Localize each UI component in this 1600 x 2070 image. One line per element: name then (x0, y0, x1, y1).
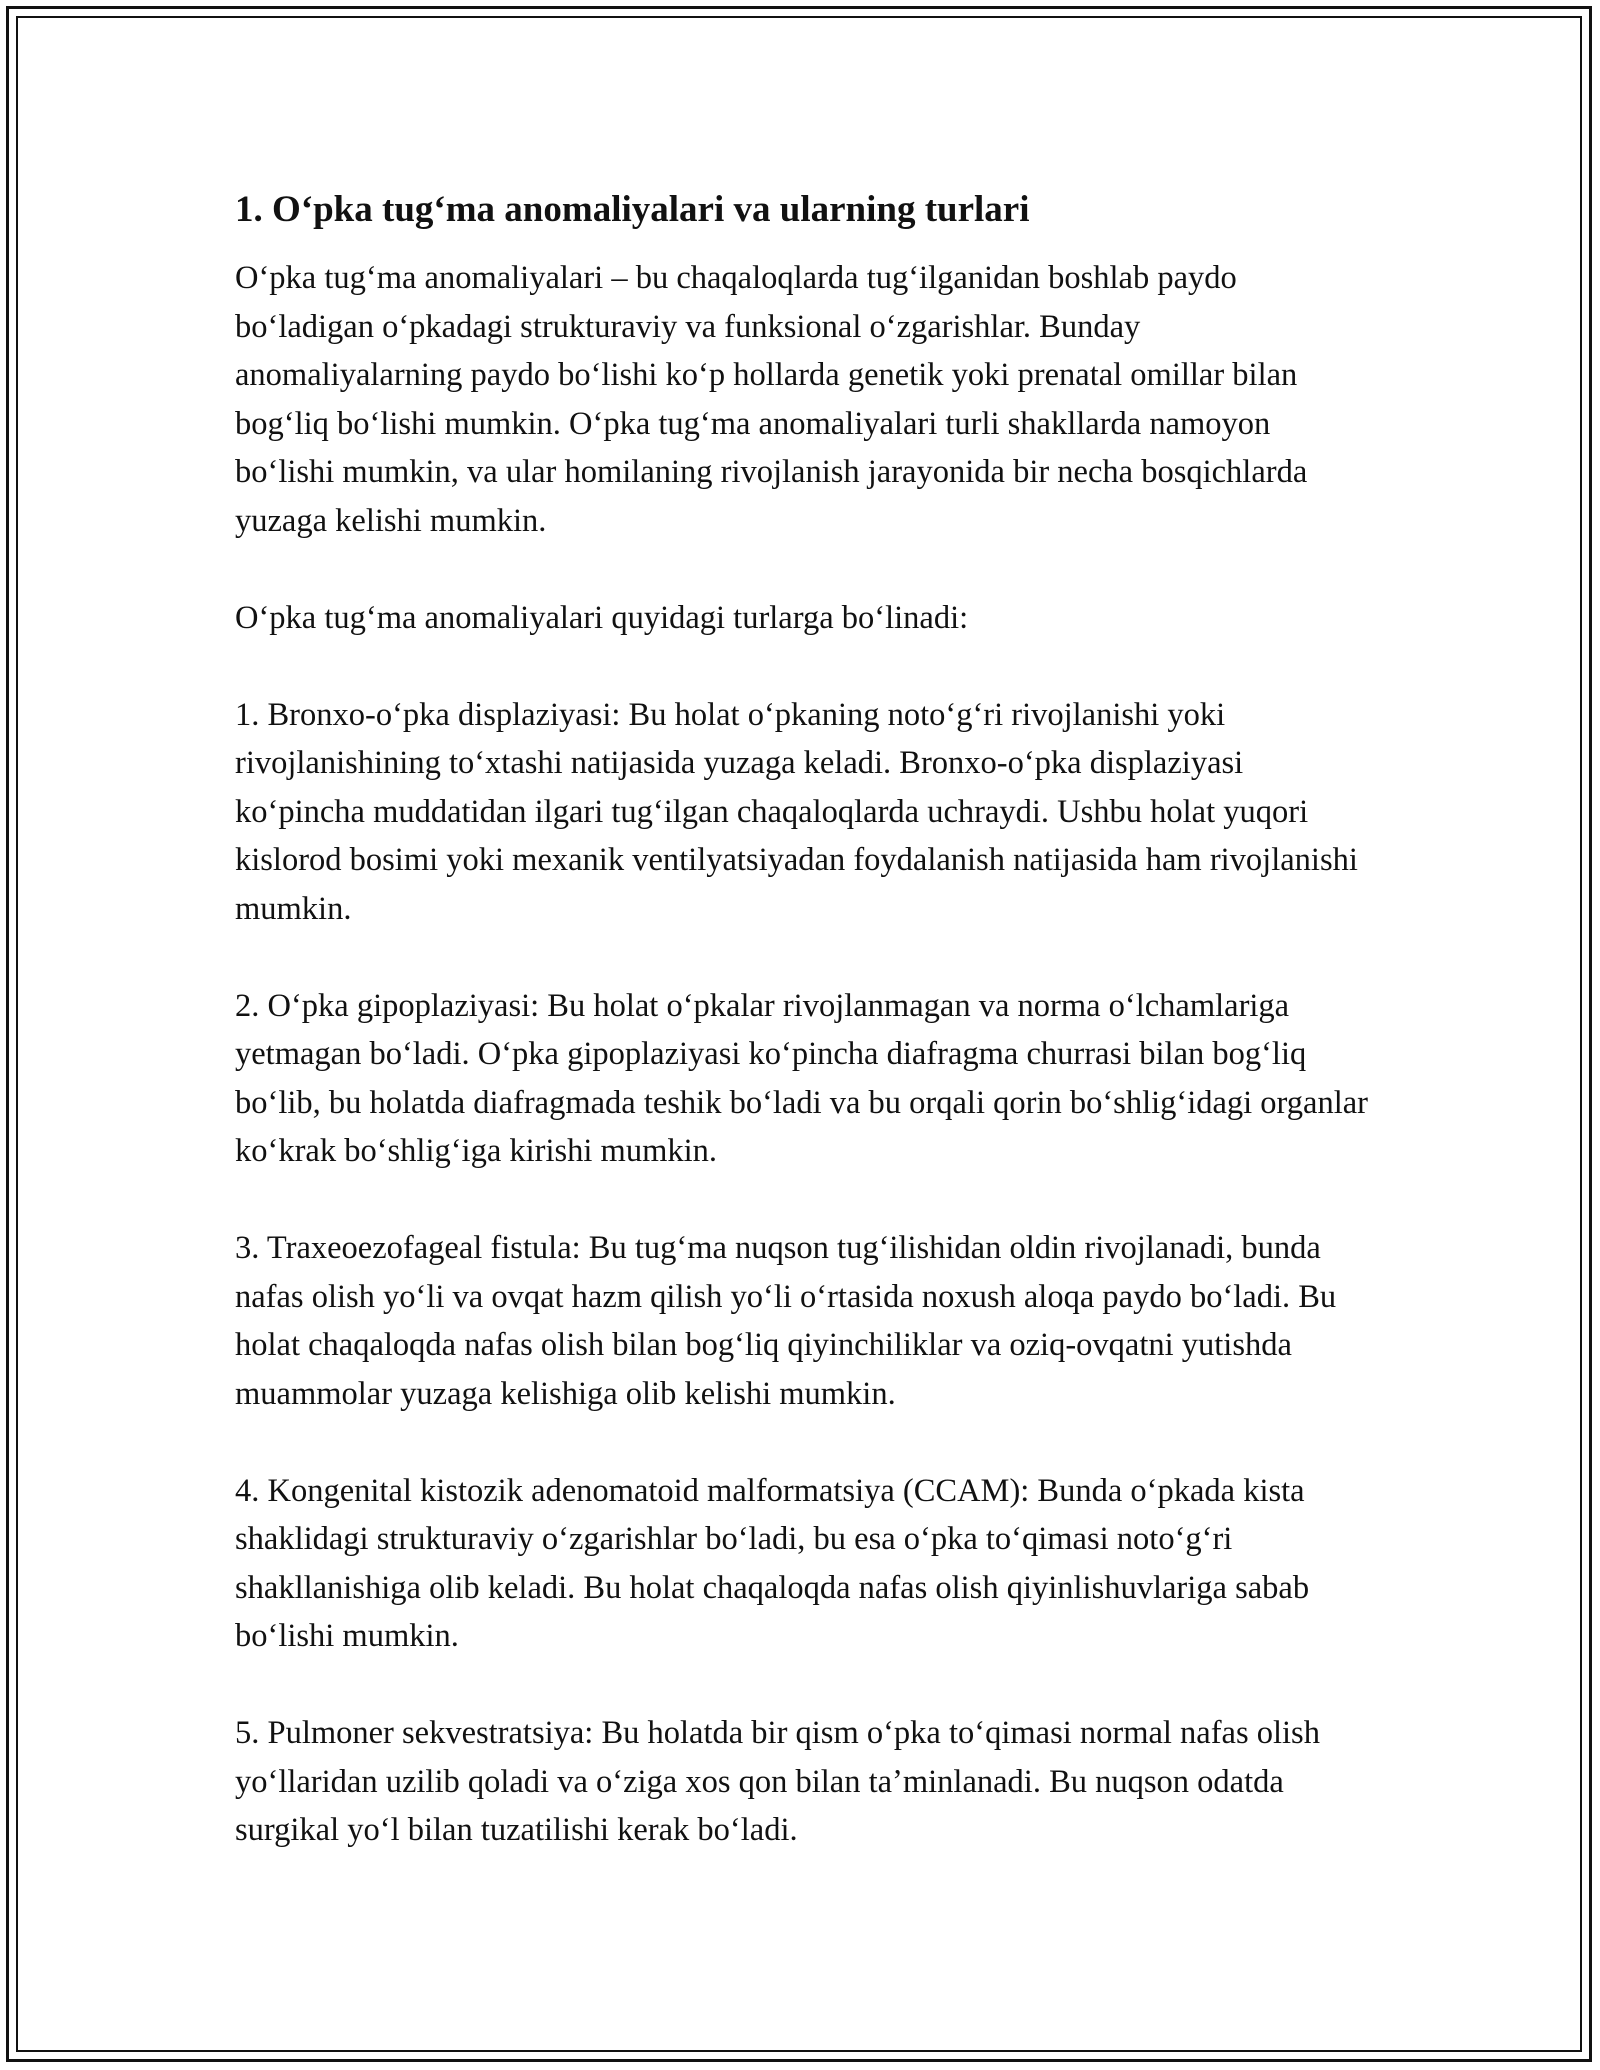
type-4-paragraph: 4. Kongenital kistozik adenomatoid malformatsiya (CCAM): Bunda oʻpkada kista shaklidagi strukturaviy oʻzgarishlar boʻladi, bu esa oʻpka toʻqimasi notoʻgʻri shakllanishiga olib keladi. Bu holat chaqaloqda nafas olish qiyinlishuvlariga sabab boʻlishi mumkin. (235, 1472, 1310, 1654)
intro-paragraph: Oʻpka tugʻma anomaliyalari – bu chaqaloqlarda tugʻilganidan boshlab paydo boʻladigan oʻpkadagi strukturaviy va funksional oʻzgarishlar. Bunday anomaliyalarning paydo boʻlishi koʻp hollarda genetik yoki prenatal omillar bilan bogʻliq boʻlishi mumkin. Oʻpka tugʻma anomaliyalari turli shakllarda namoyon boʻlishi mumkin, va ular homilaning rivojlanish jarayonida bir necha bosqichlarda yuzaga kelishi mumkin. (235, 260, 1308, 539)
type-2-paragraph: 2. Oʻpka gipoplaziyasi: Bu holat oʻpkalar rivojlanmagan va norma oʻlchamlariga yetmagan boʻladi. Oʻpka gipoplaziyasi koʻpincha diafragma churrasi bilan bogʻliq boʻlib, bu holatda diafragmada teshik boʻladi va bu orqali qorin boʻshligʻidagi organlar koʻkrak boʻshligʻiga kirishi mumkin. (235, 987, 1368, 1169)
type-5-paragraph: 5. Pulmoner sekvestratsiya: Bu holatda bir qism oʻpka toʻqimasi normal nafas olish yoʻllaridan uzilib qoladi va oʻziga xos qon bilan taʼminlanadi. Bu nuqson odatda surgikal yoʻl bilan tuzatilishi kerak boʻladi. (235, 1715, 1320, 1848)
type-3-paragraph: 3. Traxeoezofageal fistula: Bu tugʻma nuqson tugʻilishidan oldin rivojlanadi, bunda nafas olish yoʻli va ovqat hazm qilish yoʻli oʻrtasida noxush aloqa paydo boʻladi. Bu holat chaqaloqda nafas olish bilan bogʻliq qiyinchiliklar va oziq-ovqatni yutishda muammolar yuzaga kelishiga olib kelishi mumkin. (235, 1230, 1337, 1412)
document-body (235, 186, 1370, 1903)
document-title: 1. Oʻpka tugʻma anomaliyalari va ularning turlari (235, 189, 1030, 230)
types-intro-paragraph: Oʻpka tugʻma anomaliyalari quyidagi turlarga boʻlinadi: (235, 599, 969, 636)
type-1-paragraph: 1. Bronxo-oʻpka displaziyasi: Bu holat oʻpkaning notoʻgʻri rivojlanishi yoki rivojlanishining toʻxtashi natijasida yuzaga keladi. Bronxo-oʻpka displaziyasi koʻpincha muddatidan ilgari tugʻilgan chaqaloqlarda uchraydi. Ushbu holat yuqori kislorod bosimi yoki mexanik ventilyatsiyadan foydalanish natijasida ham rivojlanishi mumkin. (235, 696, 1358, 927)
